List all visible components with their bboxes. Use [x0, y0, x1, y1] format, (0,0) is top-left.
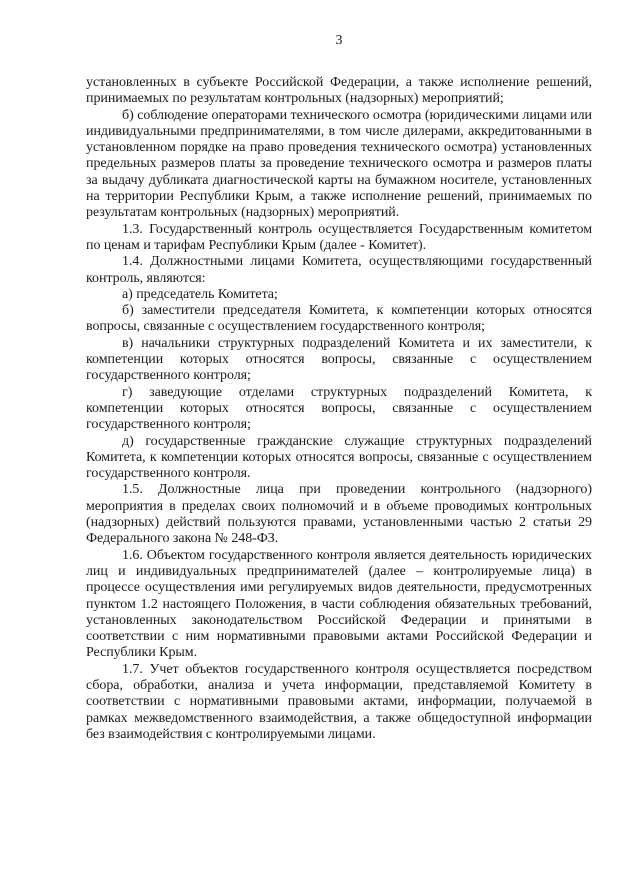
paragraph-1-4-b: б) заместители председателя Комитета, к компетенции которых относятся вопросы, связанные с осуществлением государственного контроля; [86, 303, 592, 335]
paragraph-1-3: 1.3. Государственный контроль осуществляется Государственным комитетом по ценам и тарифам Республики Крым (далее - Комитет). [86, 221, 592, 253]
paragraph-1-7: 1.7. Учет объектов государственного контроля осуществляется посредством сбора, обработки, анализа и учета информации, представляемой Комитету в соответствии с нормативными правовыми актами, информации, получаемой в рамках межведомственного взаимодействия, а также общедоступной информации без взаимодействия с контролируемыми лицами. [86, 661, 592, 742]
paragraph-continuation: установленных в субъекте Российской Федерации, а также исполнение решений, принимаемых по результатам контрольных (надзорных) мероприятий; [86, 75, 592, 107]
paragraph-1-6: 1.6. Объектом государственного контроля является деятельность юридических лиц и индивидуальных предпринимателей (далее – контролируемые лица) в процессе осуществления ими регулируемых видов деятельности, предусмотренных пунктом 1.2 настоящего Положения, в части соблюдения обязательных требований, установленных законодательством Российской Федерации и принятыми в соответствии с ним нормативными правовыми актами Российской Федерации и Республики Крым. [86, 547, 592, 661]
paragraph-1-4-d: д) государственные гражданские служащие структурных подразделений Комитета, к компетенции которых относятся вопросы, связанные с осуществлением государственного контроля. [86, 433, 592, 482]
paragraph-1-4: 1.4. Должностными лицами Комитета, осуществляющими государственный контроль, являются: [86, 254, 592, 286]
paragraph-1-4-a: а) председатель Комитета; [122, 286, 278, 302]
paragraph-b-operators: б) соблюдение операторами технического осмотра (юридическими лицами или индивидуальными предпринимателями, в том числе дилерами, аккредитованными в установленном порядке на право проведения технического осмотра) установленных предельных размеров платы за проведение технического осмотра и размеров платы за выдачу дубликата диагностической карты на бумажном носителе, установленных на территории Республики Крым, а также исполнение решений, принимаемых по результатам контрольных (надзорных) мероприятий. [86, 107, 592, 221]
paragraph-1-5: 1.5. Должностные лица при проведении контрольного (надзорного) мероприятия в пределах своих полномочий и в объеме проводимых контрольных (надзорных) действий пользуются правами, установленными частью 2 статьи 29 Федерального закона № 248-ФЗ. [86, 482, 592, 547]
paragraph-1-4-g: г) заведующие отделами структурных подразделений Комитета, к компетенции которых относятся вопросы, связанные с осуществлением государственного контроля; [86, 384, 592, 433]
paragraph-1-4-v: в) начальники структурных подразделений Комитета и их заместители, к компетенции которых относятся вопросы, связанные с осуществлением государственного контроля; [86, 335, 592, 384]
document-body [86, 75, 592, 743]
page-number: 3 [335, 33, 343, 48]
